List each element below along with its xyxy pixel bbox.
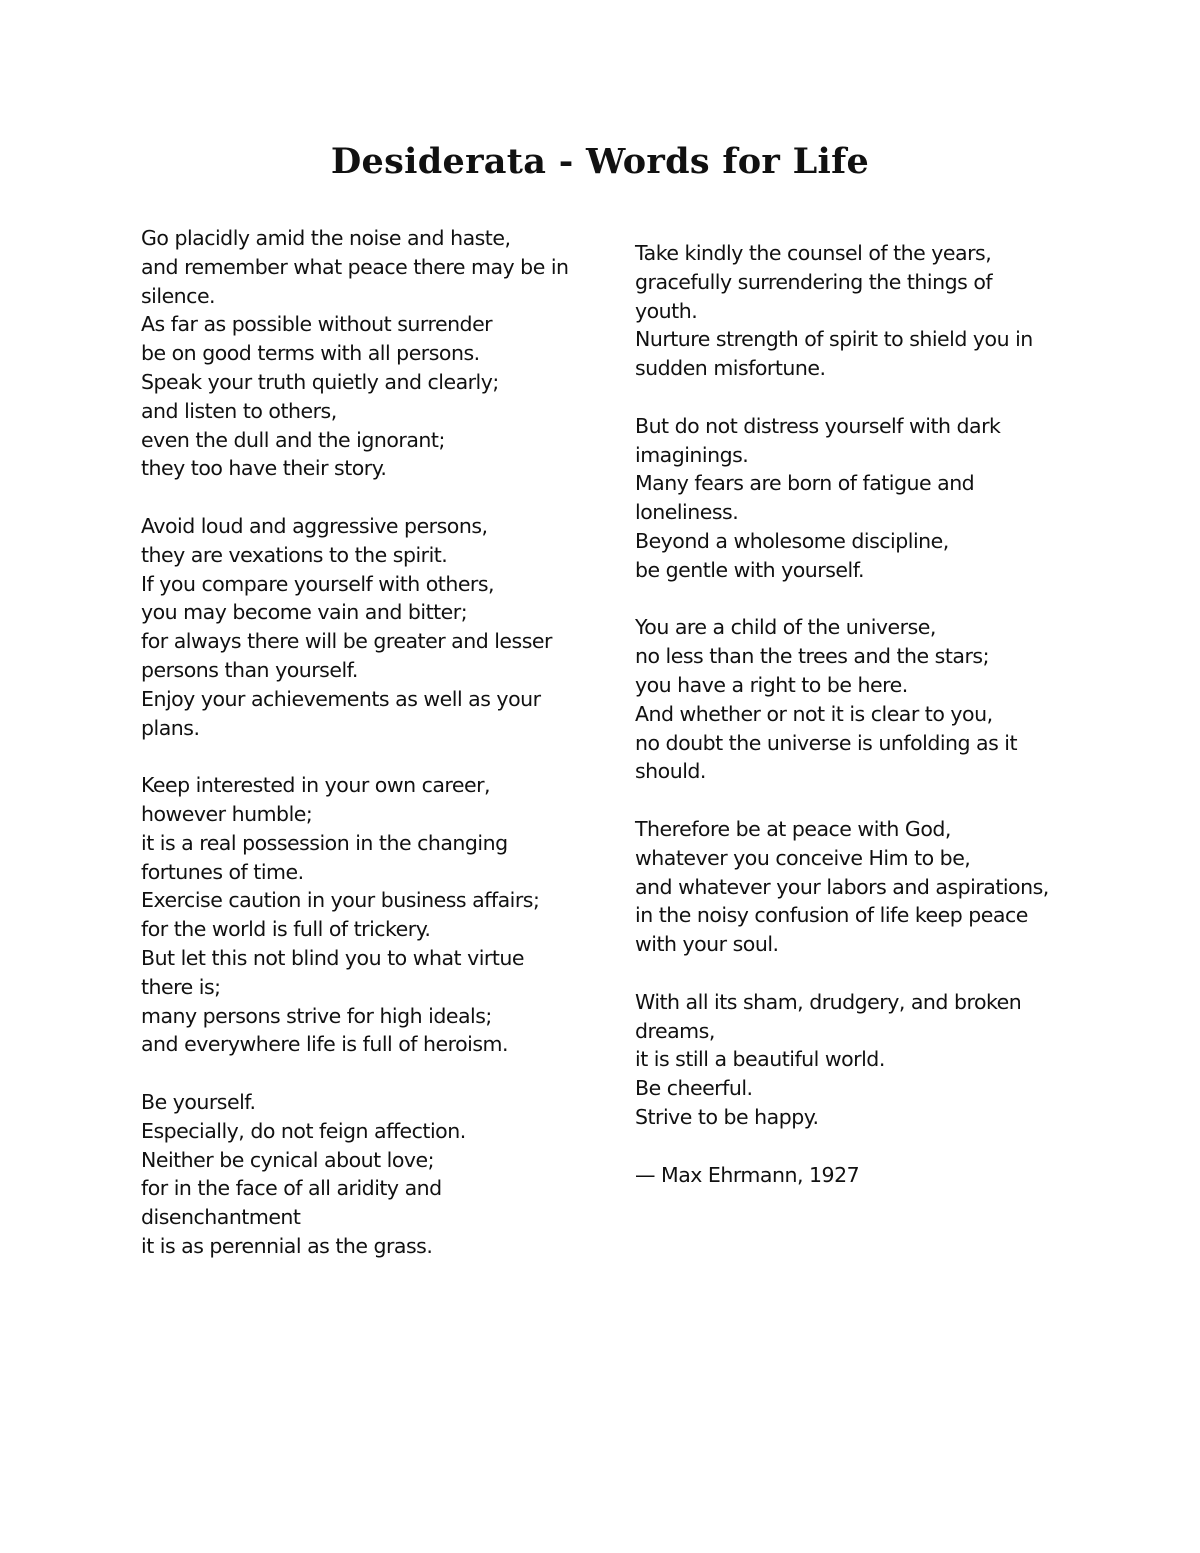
poem-line: Be cheerful. [635, 1076, 753, 1101]
poem-line: Therefore be at peace with God, [635, 816, 951, 841]
poem-line: they are vexations to the spirit. [141, 542, 448, 567]
poem-line: Strive to be happy. [635, 1104, 819, 1129]
poem-line: with your soul. [635, 932, 779, 957]
poem-line: in the noisy confusion of life keep peace [635, 903, 1028, 928]
poem-line: Avoid loud and aggressive persons, [141, 513, 488, 538]
poem-left-column [141, 224, 611, 1261]
poem-line: gracefully surrendering the things of [635, 269, 993, 294]
poem-line: sudden misfortune. [635, 356, 826, 381]
poem-line: there is; [141, 974, 221, 999]
poem-line: But let this not blind you to what virtue [141, 945, 524, 970]
poem-line: silence. [141, 283, 216, 308]
poem-line: for in the face of all aridity and [141, 1176, 442, 1201]
poem-line: they too have their story. [141, 456, 387, 481]
poem-line: disenchantment [141, 1205, 301, 1230]
poem-line: Enjoy your achievements as well as your [141, 686, 541, 711]
poem-line: Take kindly the counsel of the years, [635, 241, 992, 265]
poem-line: But do not distress yourself with dark [635, 413, 1001, 438]
poem-line: youth. [635, 298, 698, 323]
poem-line: Many fears are born of fatigue and [635, 471, 975, 496]
poem-line: even the dull and the ignorant; [141, 427, 445, 452]
poem-line: imaginings. [635, 442, 749, 467]
poem-line: fortunes of time. [141, 859, 304, 884]
poem-line: And whether or not it is clear to you, [635, 701, 993, 726]
poem-line: and everywhere life is full of heroism. [141, 1032, 508, 1057]
poem-line: As far as possible without surrender [141, 312, 493, 337]
stanza-break [635, 585, 1105, 614]
poem-line: dreams, [635, 1018, 715, 1043]
stanza-break [141, 742, 611, 771]
attribution: — Max Ehrmann, 1927 [635, 1162, 860, 1187]
poem-line: it is as perennial as the grass. [141, 1233, 433, 1258]
poem-line: Neither be cynical about love; [141, 1147, 435, 1172]
stanza-break [635, 786, 1105, 815]
poem-line: for always there will be greater and lesser [141, 629, 552, 654]
poem-line: be gentle with yourself. [635, 557, 864, 582]
poem-line: it is still a beautiful world. [635, 1047, 885, 1072]
poem-line: Beyond a wholesome discipline, [635, 528, 949, 553]
stanza-break [141, 1059, 611, 1088]
poem-line: it is a real possession in the changing [141, 830, 508, 855]
stanza-break [635, 959, 1105, 988]
poem-line: With all its sham, drudgery, and broken [635, 989, 1022, 1014]
poem-line: however humble; [141, 801, 313, 826]
poem-line: Speak your truth quietly and clearly; [141, 369, 499, 394]
poem-line: should. [635, 759, 706, 784]
stanza-break [635, 383, 1105, 412]
stanza-break [635, 1132, 1105, 1161]
poem-line: You are a child of the universe, [635, 615, 936, 640]
poem-line: and remember what peace there may be in [141, 254, 569, 279]
poem-line: loneliness. [635, 500, 739, 525]
page-title: Desiderata - Words for Life [330, 141, 870, 182]
poem-line: for the world is full of trickery. [141, 917, 431, 942]
poem-line: no doubt the universe is unfolding as it [635, 730, 1018, 755]
poem-line: Be yourself. [141, 1089, 256, 1114]
poem-line: and whatever your labors and aspirations, [635, 874, 1049, 899]
poem-line: If you compare yourself with others, [141, 571, 495, 596]
poem-line: and listen to others, [141, 398, 337, 423]
poem-line: you have a right to be here. [635, 672, 908, 697]
poem-line: Nurture strength of spirit to shield you in [635, 327, 1033, 352]
poem-line: persons than yourself. [141, 657, 358, 682]
poem-line: plans. [141, 715, 200, 740]
poem-line: whatever you conceive Him to be, [635, 845, 971, 870]
poem-line: Go placidly amid the noise and haste, [141, 226, 511, 250]
poem-right-column [635, 239, 1105, 1189]
poem-line: you may become vain and bitter; [141, 600, 468, 625]
poem-line: Exercise caution in your business affairs; [141, 888, 540, 913]
stanza-break [141, 483, 611, 512]
poem-line: no less than the trees and the stars; [635, 644, 989, 669]
poem-line: many persons strive for high ideals; [141, 1003, 492, 1028]
poem-line: be on good terms with all persons. [141, 341, 480, 366]
poem-line: Keep interested in your own career, [141, 773, 491, 798]
poem-line: Especially, do not feign affection. [141, 1118, 466, 1143]
